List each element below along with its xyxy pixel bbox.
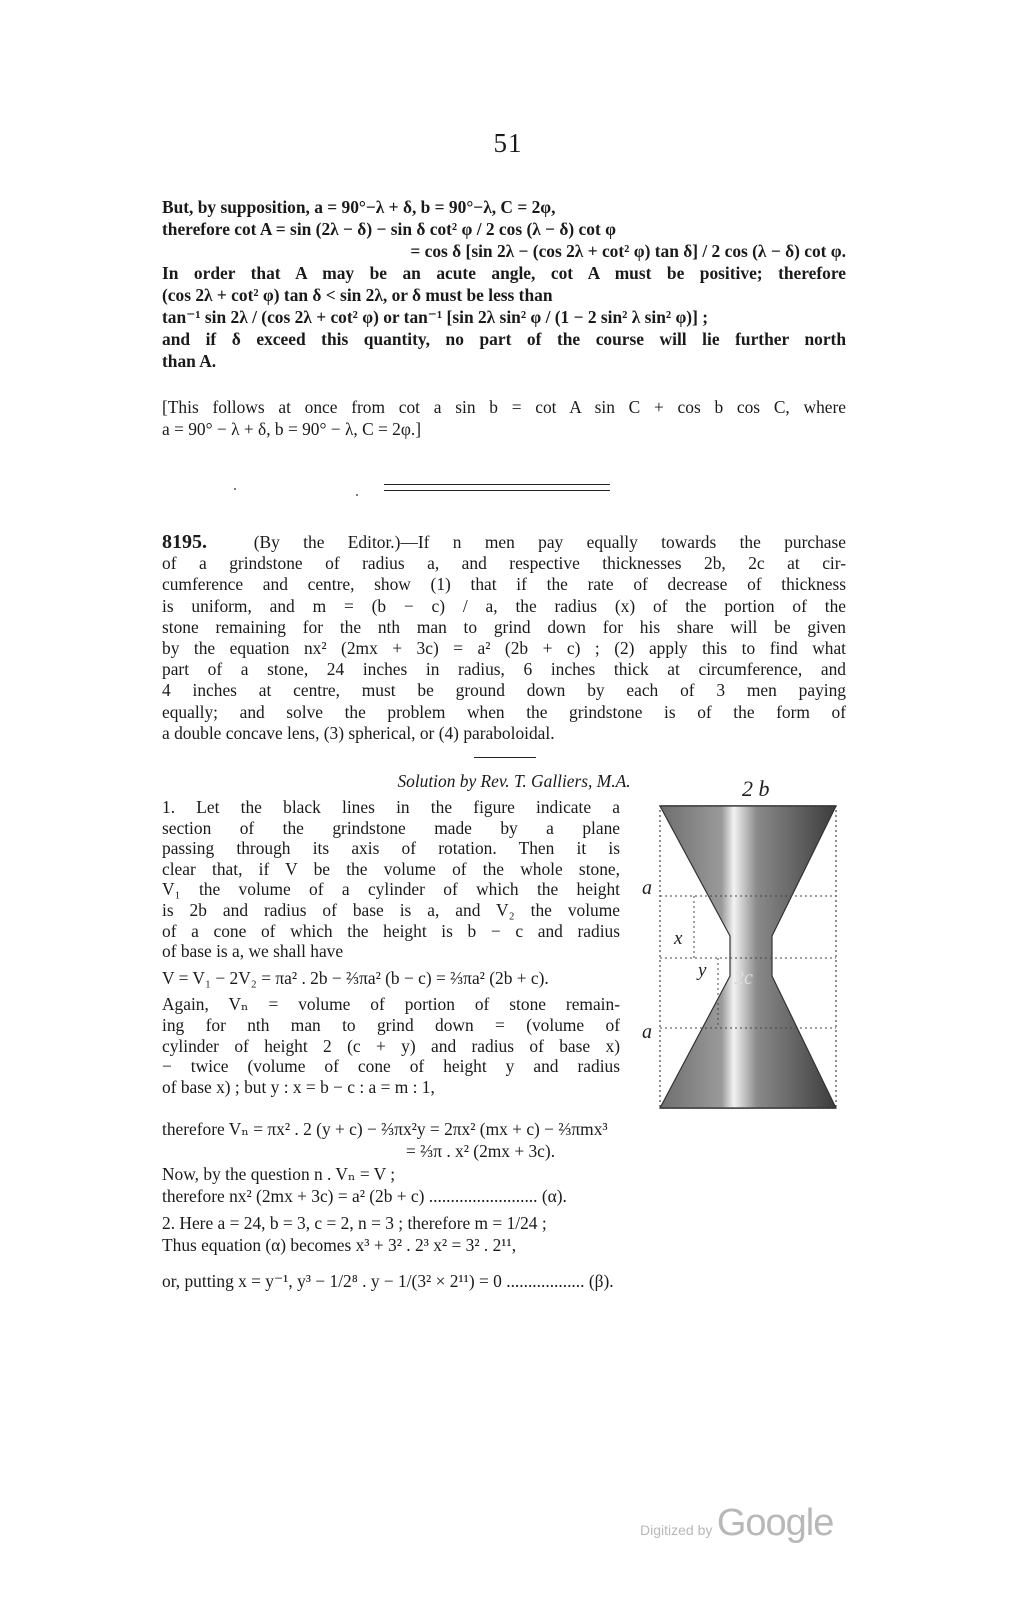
text-line: − twice (volume of cone of height y and radius bbox=[162, 1056, 620, 1077]
text-line: (cos 2λ + cot² φ) tan δ < sin 2λ, or δ must be less than bbox=[162, 285, 553, 305]
text-line: therefore Vₙ = πx² . 2 (y + c) − ⅔πx²y = 2πx² (mx + c) − ⅔πmx³ bbox=[162, 1119, 608, 1139]
stray-dot bbox=[234, 488, 236, 490]
google-watermark bbox=[640, 1502, 833, 1545]
text-line: Thus equation (α) becomes x³ + 3² . 2³ x² = 3² . 2¹¹, bbox=[162, 1235, 517, 1256]
text-line: by the equation nx² (2mx + 3c) = a² (2b + c) ; (2) apply this to find what bbox=[162, 638, 846, 659]
text-line: passing through its axis of rotation. Then it is bbox=[162, 838, 620, 859]
label-a-lower: a bbox=[642, 1021, 652, 1043]
text-line: therefore nx² (2mx + 3c) = a² (2b + c) ......................... (α). bbox=[162, 1186, 567, 1207]
label-x: x bbox=[674, 928, 683, 949]
text-line: ing for nth man to grind down = (volume of bbox=[162, 1014, 620, 1035]
watermark-google: Google bbox=[716, 1502, 834, 1544]
section-divider bbox=[384, 484, 610, 491]
text-line: is 2b and radius of base is a, and V₂ the volume bbox=[162, 899, 620, 920]
text-line: stone remaining for the nth man to grind down for his share will be given bbox=[162, 616, 846, 637]
text-line: of base x) ; but y : x = b − c : a = m : 1, bbox=[162, 1076, 435, 1097]
solution-full bbox=[162, 1118, 846, 1293]
text-line: is uniform, and m = (b − c) / a, the radius (x) of the portion of the bbox=[162, 595, 846, 616]
bracket-note bbox=[162, 396, 846, 440]
text-line: and if δ exceed this quantity, no part of the course will lie further north bbox=[162, 329, 846, 349]
text-line: 4 inches at centre, must be ground down by each of 3 men paying bbox=[162, 680, 846, 701]
text-line: of a grindstone of radius a, and respective thicknesses 2b, 2c at cir- bbox=[162, 553, 846, 574]
text-line: Now, by the question n . Vₙ = V ; bbox=[162, 1163, 396, 1184]
text-line: cylinder of height 2 (c + y) and radius of base x) bbox=[162, 1035, 620, 1056]
solution-narrow bbox=[162, 797, 620, 1097]
short-divider bbox=[474, 757, 536, 758]
label-2c: 2c bbox=[734, 967, 753, 989]
text-line: or, putting x = y⁻¹, y³ − 1/2⁸ . y − 1/(3² × 2¹¹) = 0 .................. (β). bbox=[162, 1271, 614, 1292]
text-line: a = 90° − λ + δ, b = 90° − λ, C = 2φ.] bbox=[162, 419, 422, 439]
text-line: therefore cot A = sin (2λ − δ) − sin δ cot² φ / 2 cos (λ − δ) cot φ bbox=[162, 219, 616, 239]
text-line: [This follows at once from cot a sin b = cot A sin C + cos b cos C, where bbox=[162, 397, 846, 417]
text-line: of base is a, we shall have bbox=[162, 941, 344, 962]
text-line: than A. bbox=[162, 351, 217, 371]
text-line: 1. Let the black lines in the figure indicate a bbox=[162, 797, 620, 817]
text-line: V₁ the volume of a cylinder of which the height bbox=[162, 879, 620, 900]
text-line: a double concave lens, (3) spherical, or (4) paraboloidal. bbox=[162, 722, 555, 743]
stray-dot bbox=[356, 494, 358, 496]
grindstone-figure bbox=[638, 776, 848, 1116]
text-line: V = V₁ − 2V₂ = πa² . 2b − ⅔πa² (b − c) = ⅔πa² (2b + c). bbox=[162, 967, 549, 988]
text-line: clear that, if V be the volume of the whole stone, bbox=[162, 858, 620, 879]
text-line: section of the grindstone made by a plane bbox=[162, 817, 620, 838]
label-2b: 2 b bbox=[742, 776, 770, 801]
problem-number: 8195. bbox=[162, 531, 207, 553]
watermark-small: Digitized by bbox=[640, 1522, 713, 1538]
text-line: = ⅔π . x² (2mx + 3c). bbox=[406, 1141, 556, 1162]
text-line: But, by supposition, a = 90°−λ + δ, b = 90°−λ, C = 2φ, bbox=[162, 197, 556, 217]
text-line: cumference and centre, show (1) that if the rate of decrease of thickness bbox=[162, 574, 846, 595]
text-line: of a cone of which the height is b − c and radius bbox=[162, 920, 620, 941]
label-a-upper: a bbox=[642, 877, 652, 899]
label-y: y bbox=[698, 960, 707, 981]
text-line: equally; and solve the problem when the grindstone is of the form of bbox=[162, 701, 846, 722]
solution-title: Solution by Rev. T. Galliers, M.A. bbox=[397, 771, 631, 791]
top-text bbox=[162, 196, 846, 372]
text-line: In order that A may be an acute angle, cot A must be positive; therefore bbox=[162, 263, 846, 283]
text-line: = cos δ [sin 2λ − (cos 2λ + cot² φ) tan δ] / 2 cos (λ − δ) cot φ. bbox=[410, 241, 846, 261]
problem-8195 bbox=[162, 532, 846, 744]
text-line: Again, Vₙ = volume of portion of stone remain- bbox=[162, 994, 620, 1015]
text-line: part of a stone, 24 inches in radius, 6 inches thick at circumference, and bbox=[162, 659, 846, 680]
text-line: 2. Here a = 24, b = 3, c = 2, n = 3 ; therefore m = 1/24 ; bbox=[162, 1212, 547, 1233]
text-line: 8195. (By the Editor.)—If n men pay equally towards the purchase bbox=[162, 531, 846, 553]
text-line: tan⁻¹ sin 2λ / (cos 2λ + cot² φ) or tan⁻¹ [sin 2λ sin² φ / (1 − 2 sin² λ sin² φ)] ; bbox=[162, 307, 709, 327]
page-number: 51 bbox=[493, 128, 523, 158]
stone-section bbox=[660, 806, 836, 1108]
